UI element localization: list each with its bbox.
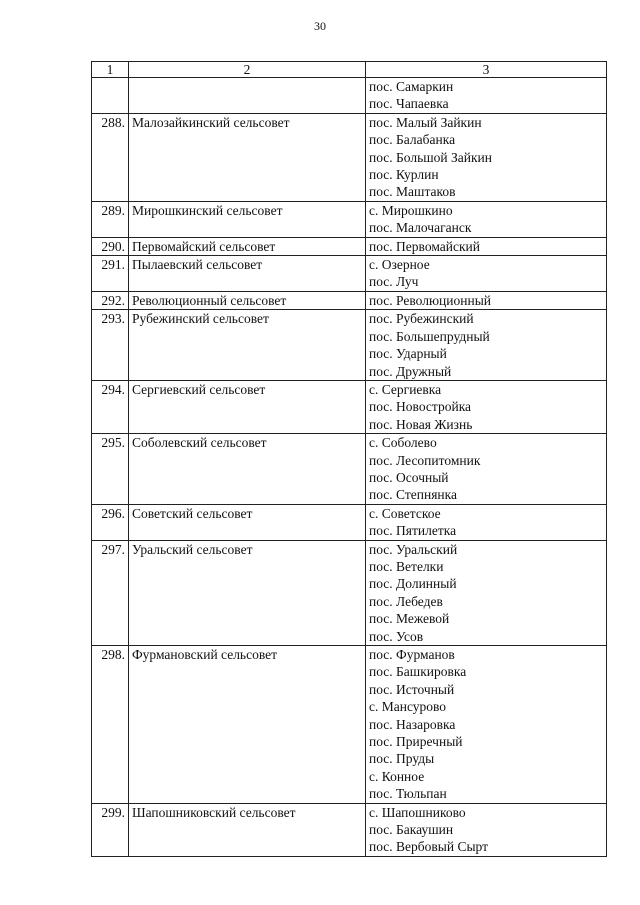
council-name: Рубежинский сельсовет xyxy=(129,310,366,381)
table-row xyxy=(92,646,607,804)
table-row xyxy=(92,540,607,645)
settlement-item: пос. Источный xyxy=(369,681,455,697)
table-row xyxy=(92,380,607,433)
row-number: 295. xyxy=(92,434,129,505)
settlements-cell xyxy=(366,201,607,237)
settlements-cell xyxy=(366,256,607,292)
table-row xyxy=(92,78,607,114)
settlement-item: пос. Межевой xyxy=(369,611,450,627)
council-name: Соболевский сельсовет xyxy=(129,434,366,505)
table-row xyxy=(92,291,607,309)
settlement-item: с. Мансурово xyxy=(369,699,447,715)
settlement-item: пос. Курлин xyxy=(369,167,439,183)
table-body xyxy=(92,78,607,857)
settlement-item: пос. Пруды xyxy=(369,751,435,767)
council-name: Мирошкинский сельсовет xyxy=(129,201,366,237)
settlement-item: пос. Бакаушин xyxy=(369,822,454,838)
settlements-table xyxy=(91,61,607,857)
row-number: 297. xyxy=(92,540,129,645)
council-name: Советский сельсовет xyxy=(129,504,366,540)
settlement-item: с. Шапошниково xyxy=(369,804,466,820)
settlement-item: пос. Фурманов xyxy=(369,647,455,662)
settlements-cell xyxy=(366,504,607,540)
table-row xyxy=(92,803,607,856)
settlements-cell xyxy=(366,380,607,433)
table-row xyxy=(92,504,607,540)
settlement-item: пос. Первомайский xyxy=(369,238,480,254)
settlement-item: с. Озерное xyxy=(369,257,430,273)
settlement-item: пос. Ударный xyxy=(369,346,447,362)
settlement-item: пос. Башкировка xyxy=(369,664,467,680)
council-name: Первомайский сельсовет xyxy=(129,237,366,255)
settlements-cell xyxy=(366,540,607,645)
settlement-item: пос. Революционный xyxy=(369,292,491,308)
council-name: Фурмановский сельсовет xyxy=(129,646,366,804)
settlement-item: пос. Осочный xyxy=(369,469,449,485)
row-number: 289. xyxy=(92,201,129,237)
settlement-item: пос. Новая Жизнь xyxy=(369,416,473,432)
settlements-cell xyxy=(366,803,607,856)
row-number: 298. xyxy=(92,646,129,804)
row-number xyxy=(92,78,129,114)
table-row xyxy=(92,237,607,255)
settlement-item: пос. Луч xyxy=(369,274,419,290)
settlement-item: с. Сергиевка xyxy=(369,381,442,397)
settlements-cell xyxy=(366,646,607,804)
settlement-item: пос. Малочаганск xyxy=(369,220,472,236)
settlement-item: пос. Чапаевка xyxy=(369,96,449,112)
row-number: 294. xyxy=(92,380,129,433)
row-number: 291. xyxy=(92,256,129,292)
settlements-cell xyxy=(366,434,607,505)
council-name: Малозайкинский сельсовет xyxy=(129,113,366,201)
settlements-cell xyxy=(366,310,607,381)
settlement-item: с. Соболево xyxy=(369,435,437,451)
settlement-item: пос. Самаркин xyxy=(369,79,454,94)
table-row xyxy=(92,201,607,237)
row-number: 299. xyxy=(92,803,129,856)
settlement-item: пос. Большепрудный xyxy=(369,328,490,344)
row-number: 296. xyxy=(92,504,129,540)
council-name: Шапошниковский сельсовет xyxy=(129,803,366,856)
settlement-item: пос. Малый Зайкин xyxy=(369,114,482,130)
settlement-item: пос. Долинный xyxy=(369,576,457,592)
column-header-settlements: 3 xyxy=(366,62,607,78)
table-header-row xyxy=(92,62,607,78)
settlement-item: пос. Новостройка xyxy=(369,399,472,415)
settlement-item: пос. Большой Зайкин xyxy=(369,149,493,165)
settlement-item: с. Советское xyxy=(369,505,441,521)
settlement-item: с. Конное xyxy=(369,768,425,784)
settlements-cell xyxy=(366,78,607,114)
settlement-item: пос. Усов xyxy=(369,628,424,644)
settlement-item: пос. Маштаков xyxy=(369,184,456,200)
settlement-item: пос. Балабанка xyxy=(369,132,456,148)
settlements-cell xyxy=(366,291,607,309)
settlement-item: пос. Ветелки xyxy=(369,558,444,574)
council-name: Уральский сельсовет xyxy=(129,540,366,645)
table-row xyxy=(92,113,607,201)
council-name xyxy=(129,78,366,114)
settlement-item: пос. Лебедев xyxy=(369,593,443,609)
settlement-item: пос. Уральский xyxy=(369,541,458,557)
settlement-item: с. Мирошкино xyxy=(369,202,453,218)
table-row xyxy=(92,256,607,292)
row-number: 290. xyxy=(92,237,129,255)
settlement-item: пос. Рубежинский xyxy=(369,311,474,327)
column-header-council: 2 xyxy=(129,62,366,78)
row-number: 292. xyxy=(92,291,129,309)
settlement-item: пос. Лесопитомник xyxy=(369,452,481,468)
council-name: Революционный сельсовет xyxy=(129,291,366,309)
settlements-cell xyxy=(366,237,607,255)
settlement-item: пос. Вербовый Сырт xyxy=(369,839,489,855)
council-name: Сергиевский сельсовет xyxy=(129,380,366,433)
settlement-item: пос. Назаровка xyxy=(369,716,456,732)
column-header-number: 1 xyxy=(92,62,129,78)
settlement-item: пос. Пятилетка xyxy=(369,523,457,539)
table-row xyxy=(92,434,607,505)
settlement-item: пос. Тюльпан xyxy=(369,786,447,802)
settlement-item: пос. Дружный xyxy=(369,363,452,379)
table-row xyxy=(92,310,607,381)
settlements-cell xyxy=(366,113,607,201)
settlement-item: пос. Приречный xyxy=(369,734,463,750)
page-number: 30 xyxy=(314,19,326,33)
settlement-item: пос. Степнянка xyxy=(369,487,458,503)
council-name: Пылаевский сельсовет xyxy=(129,256,366,292)
row-number: 288. xyxy=(92,113,129,201)
row-number: 293. xyxy=(92,310,129,381)
